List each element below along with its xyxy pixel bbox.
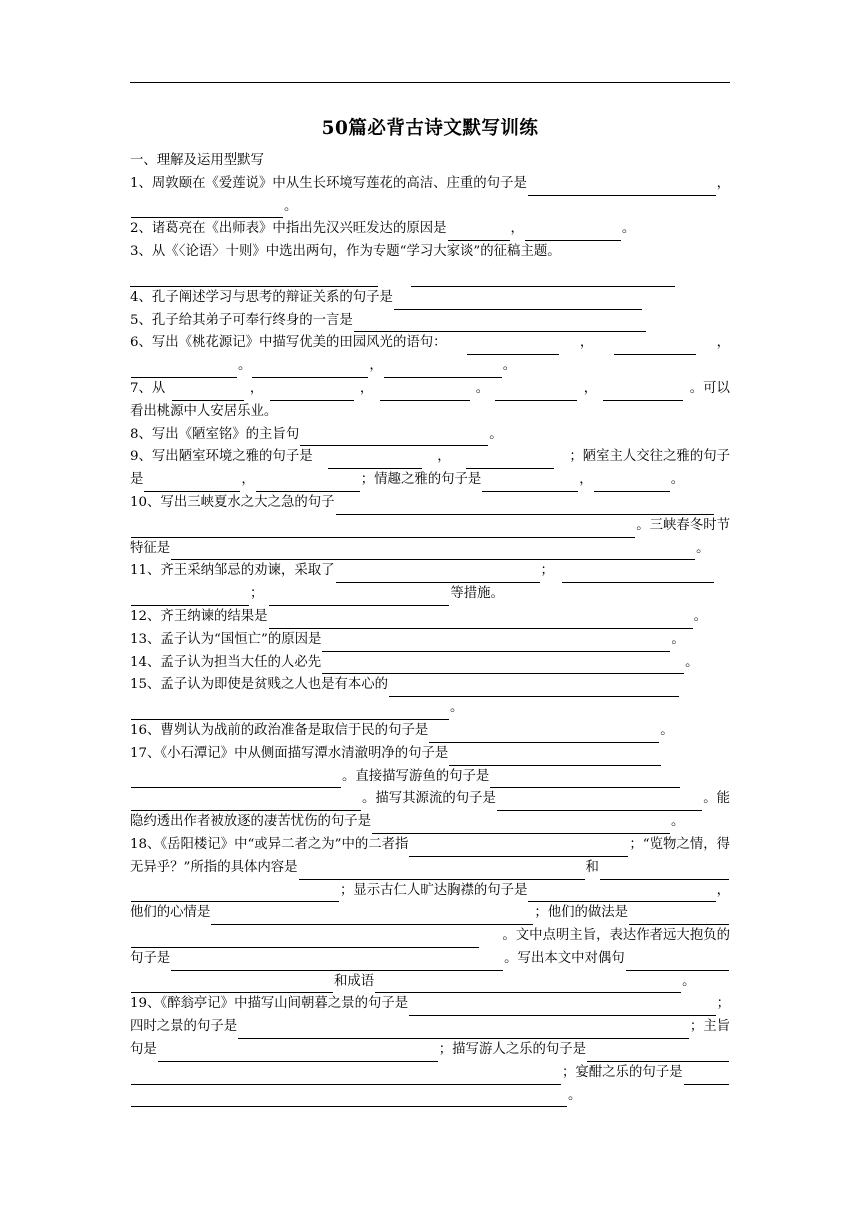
answer-blank[interactable] [614, 339, 696, 355]
answer-blank[interactable] [144, 476, 240, 492]
answer-blank[interactable] [328, 453, 422, 469]
answer-blank[interactable] [449, 750, 661, 766]
question-5: 5、孔子给其弟子可奉行终身的一言是 [130, 310, 730, 333]
question-17-line-2: 。直接描写游鱼的句子是 [130, 766, 730, 789]
question-19-line-3: 句是 ；描写游人之乐的句子是 [130, 1039, 730, 1062]
answer-blank[interactable] [171, 544, 695, 560]
answer-blank[interactable] [594, 476, 670, 492]
question-19-line-1: 19、《醉翁亭记》中描写山间朝暮之景的句子是 ； [130, 993, 730, 1016]
question-3: 3、从《〈论语〉十则》中选出两句，作为专题“学习大家谈”的征稿主题。 [130, 244, 561, 260]
question-9-line-2: 是 ， ；情趣之雅的句子是 ， 。 [130, 469, 730, 492]
question-2: 2、诸葛亮在《出师表》中指出先汉兴旺发达的原因是 ， 。 [130, 218, 730, 241]
question-18-line-7: 和成语 。 [130, 971, 730, 994]
answer-blank[interactable] [158, 1046, 438, 1062]
answer-blank[interactable] [131, 795, 361, 811]
answer-blank[interactable] [448, 225, 510, 241]
question-16: 16、曹刿认为战前的政治准备是取信于民的句子是 。 [130, 720, 730, 743]
answer-blank[interactable] [131, 772, 341, 788]
answer-blank[interactable] [131, 362, 237, 378]
question-19-line-5: 。 [130, 1085, 730, 1108]
section-heading: 一、理解及运用型默写 [130, 153, 264, 168]
answer-blank[interactable] [322, 636, 670, 652]
answer-blank[interactable] [269, 590, 449, 606]
answer-blank[interactable] [211, 909, 533, 925]
question-6-line-2: 。 ， 。 [130, 355, 730, 378]
answer-blank[interactable] [384, 362, 502, 378]
answer-blank[interactable] [131, 590, 249, 606]
answer-blank[interactable] [429, 727, 659, 743]
answer-blank[interactable] [172, 385, 244, 401]
answer-blank[interactable] [603, 385, 683, 401]
answer-blank[interactable] [322, 658, 684, 674]
answer-blank[interactable] [466, 453, 554, 469]
question-18-line-1: 18、《岳阳楼记》中“或异二者之为”中的二者指 ；“览物之情，得 [130, 834, 730, 857]
answer-blank[interactable] [467, 339, 559, 355]
answer-blank[interactable] [409, 1000, 715, 1016]
question-19-line-4: ；宴酣之乐的句子是 [130, 1062, 730, 1085]
answer-blank[interactable] [562, 567, 714, 583]
answer-blank[interactable] [270, 385, 354, 401]
question-9-line-1: 9、写出陋室环境之雅的句子是 ， ；陋室主人交往之雅的句子 [130, 446, 730, 469]
answer-blank[interactable] [336, 499, 714, 515]
worksheet-body [130, 150, 730, 1107]
answer-blank[interactable] [299, 864, 585, 880]
question-18-line-3: ；显示古仁人旷达胸襟的句子是 ， [130, 880, 730, 903]
answer-blank[interactable] [375, 977, 681, 993]
answer-blank[interactable] [626, 955, 729, 971]
question-15-line-1: 15、孟子认为即使是贫贱之人也是有本心的 [130, 674, 730, 697]
answer-blank[interactable] [269, 613, 693, 629]
question-15-line-2: 。 [130, 697, 730, 720]
question-10-line-1: 10、写出三峡夏水之大之急的句子 [130, 492, 730, 515]
answer-blank[interactable] [528, 886, 715, 902]
question-14: 14、孟子认为担当大任的人必先 。 [130, 652, 730, 675]
question-8: 8、写出《陋室铭》的主旨句 。 [130, 424, 730, 447]
answer-blank[interactable] [495, 385, 577, 401]
answer-blank[interactable] [684, 1069, 729, 1085]
answer-blank[interactable] [300, 430, 488, 446]
answer-blank[interactable] [497, 795, 702, 811]
question-1-line-1: 1、周敦颐在《爱莲说》中从生长环境写莲花的高洁、庄重的句子是 ， [130, 173, 730, 196]
answer-blank[interactable] [131, 1069, 561, 1085]
answer-blank[interactable] [171, 955, 503, 971]
answer-blank[interactable] [131, 704, 449, 720]
answer-blank[interactable] [389, 681, 679, 697]
answer-blank[interactable] [131, 977, 333, 993]
question-10-line-3: 特征是 。 [130, 538, 730, 561]
answer-blank[interactable] [131, 1091, 567, 1107]
question-17-line-3: 。描写其源流的句子是 。能 [130, 788, 730, 811]
question-12: 12、齐王纳谏的结果是 。 [130, 606, 730, 629]
answer-blank[interactable] [409, 841, 628, 857]
answer-blank[interactable] [394, 294, 642, 310]
question-18-line-4: 他们的心情是 ；他们的做法是 [130, 902, 730, 925]
answer-blank[interactable] [131, 932, 479, 948]
question-1-line-2: 。 [130, 196, 730, 219]
answer-blank[interactable] [380, 385, 470, 401]
question-7-line-2: 看出桃源中人安居乐业。 [130, 403, 278, 419]
page-title: 50篇必背古诗文默写训练 [321, 118, 539, 139]
answer-blank[interactable] [256, 476, 360, 492]
question-19-line-2: 四时之景的句子是 ；主旨 [130, 1016, 730, 1039]
question-17-line-4: 隐约透出作者被放逐的凄苦忧伤的句子是 。 [130, 811, 730, 834]
answer-blank[interactable] [336, 567, 540, 583]
answer-blank[interactable] [372, 818, 670, 834]
answer-blank[interactable] [629, 909, 729, 925]
question-17-line-1: 17、《小石潭记》中从侧面描写潭水清澈明净的句子是 [130, 743, 730, 766]
answer-blank[interactable] [131, 202, 283, 218]
answer-blank[interactable] [252, 362, 368, 378]
question-11-line-2: ； 等措施。 [130, 583, 730, 606]
question-18-line-6: 句子是 。写出本文中对偶句 [130, 948, 730, 971]
question-6-line-1: 6、写出《桃花源记》中描写优美的田园风光的语句： ， ， [130, 332, 730, 355]
question-4: 4、孔子阐述学习与思考的辩证关系的句子是 [130, 287, 730, 310]
answer-blank[interactable] [587, 1046, 729, 1062]
answer-blank[interactable] [600, 864, 729, 880]
question-3-blanks [130, 264, 730, 287]
answer-blank[interactable] [525, 225, 621, 241]
question-18-line-5: 。文中点明主旨，表达作者远大抱负的 [130, 925, 730, 948]
question-10-line-2: 。三峡春冬时节 [130, 515, 730, 538]
answer-blank[interactable] [411, 271, 675, 287]
answer-blank[interactable] [131, 886, 339, 902]
answer-blank[interactable] [131, 522, 635, 538]
question-11-line-1: 11、齐王采纳邹忌的劝谏，采取了 ； [130, 560, 730, 583]
answer-blank[interactable] [238, 1023, 689, 1039]
question-7-line-1: 7、从 ， ， 。 ， 。可以 [130, 378, 730, 401]
header-rule [130, 82, 730, 83]
answer-blank[interactable] [354, 316, 646, 332]
question-18-line-2: 无异乎？”所指的具体内容是 和 [130, 857, 730, 880]
answer-blank[interactable] [528, 180, 716, 196]
answer-blank[interactable] [490, 772, 680, 788]
answer-blank[interactable] [130, 271, 378, 287]
answer-blank[interactable] [482, 476, 578, 492]
question-13: 13、孟子认为“国恒亡”的原因是 。 [130, 629, 730, 652]
